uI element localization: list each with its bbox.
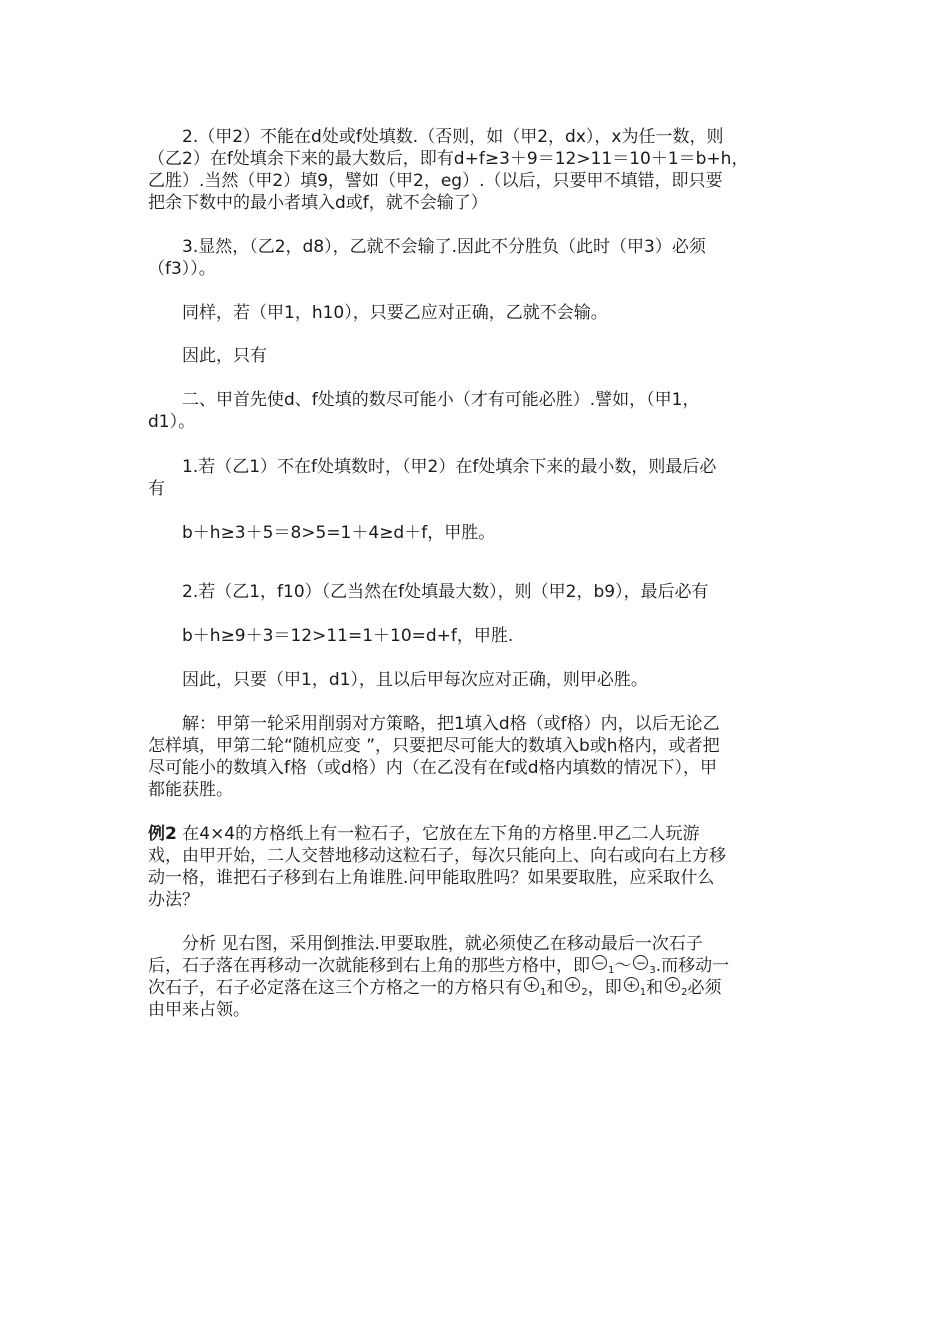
subscript: 1 [639,987,647,998]
text-line: 乙胜）.当然（甲2）填9，譬如（甲2，eg）.（以后，只要甲不填错，即只要 [148,171,723,191]
circled-minus-icon: − [633,955,648,970]
text-line: 尽可能小的数填入f格（或d格）内（在乙没有在f或d格内填数的情况下），甲 [148,758,718,778]
text-line: 同样，若（甲1，h10），只要乙应对正确，乙就不会输。 [148,303,608,323]
text-segment: ，即 [587,978,622,998]
example-label: 例2 [148,824,177,844]
text-segment: 和 [646,978,664,998]
circled-plus-icon: + [565,977,580,992]
text-line: 由甲来占领。 [148,1000,250,1020]
text-line: 办法？ [148,890,199,910]
text-line: 3.显然，（乙2，d8），乙就不会输了.因此不分胜负（此时（甲3）必须 [148,237,706,257]
circled-minus-icon: − [592,955,607,970]
text-line: 怎样填，甲第二轮“随机应变 ”，只要把尽可能大的数填入b或h格内，或者把 [148,736,720,756]
text-segment: 必须 [687,978,722,998]
circled-plus-icon: + [665,977,680,992]
paragraph-2 [148,236,808,280]
paragraph-6 [148,456,808,500]
paragraph-3 [148,302,808,324]
paragraph-1 [148,126,808,214]
paragraph-10 [148,669,808,691]
text-line: 动一格，谁把石子移到右上角谁胜.问甲能取胜吗？如果要取胜，应采取什么 [148,868,715,888]
text-line: b＋h≥9＋3＝12>11=1＋10=d+f，甲胜. [148,626,514,646]
text-line: 因此，只有 [148,346,267,366]
paragraph-9 [148,625,808,647]
text-segment: ～ [614,956,632,976]
text-line: 把余下数中的最小者填入d或f，就不会输了） [148,193,488,213]
text-segment: .而移动一 [655,956,730,976]
text-line: 有 [148,479,165,499]
text-segment: 和 [546,978,564,998]
paragraph-7 [148,522,808,544]
text-line: 因此，只要（甲1，d1），且以后甲每次应对正确，则甲必胜。 [148,670,648,690]
text-line: d1）。 [148,412,196,432]
text-line: b＋h≥3＋5＝8>5=1＋4≥d＋f，甲胜。 [148,523,496,543]
paragraph-5 [148,389,808,433]
text-line: 分析 见右图，采用倒推法.甲要取胜，就必须使乙在移动最后一次石子 [148,934,703,954]
text-line: 2.（甲2）不能在d处或f处填数.（否则，如（甲2，dx），x为任一数，则 [148,127,724,147]
text-line: （f3））。 [148,259,216,279]
text-segment: 次石子，石子必定落在这三个方格之一的方格只有 [148,978,522,998]
subscript: 3 [649,965,656,976]
text-line: 二、甲首先使d、f处填的数尽可能小（才有可能必胜）.譬如，（甲1， [148,390,700,410]
text-line: 2.若（乙1，f10）（乙当然在f处填最大数），则（甲2，b9），最后必有 [148,582,709,602]
circled-plus-icon: + [624,977,639,992]
text-segment: 后，石子落在再移动一次就能移到右上角的那些方格中，即 [148,956,590,976]
text-line: 解：甲第一轮采用削弱对方策略，把1填入d格（或f格）内，以后无论乙 [148,714,720,734]
subscript: 2 [681,987,688,998]
example-2 [148,823,808,911]
text-line: 都能获胜。 [148,780,233,800]
subscript: 2 [581,987,588,998]
subscript: 1 [608,965,615,976]
paragraph-11 [148,713,808,801]
text-line [148,823,808,845]
paragraph-8 [148,581,808,603]
text-line [148,977,808,999]
paragraph-4 [148,345,808,367]
text-line: 戏，由甲开始，二人交替地移动这粒石子，每次只能向上、向右或向右上方移 [148,846,726,866]
analysis-paragraph [148,933,808,1021]
subscript: 1 [540,987,547,998]
circled-plus-icon: + [524,977,539,992]
text-line: （乙2）在f处填余下来的最大数后，即有d+f≥3＋9＝12>11＝10＋1＝b+h， [148,149,749,169]
text-line [148,955,808,977]
example-text: 在4×4的方格纸上有一粒石子，它放在左下角的方格里.甲乙二人玩游 [176,824,700,844]
text-line: 1.若（乙1）不在f处填数时，（甲2）在f处填余下来的最小数，则最后必 [148,457,717,477]
